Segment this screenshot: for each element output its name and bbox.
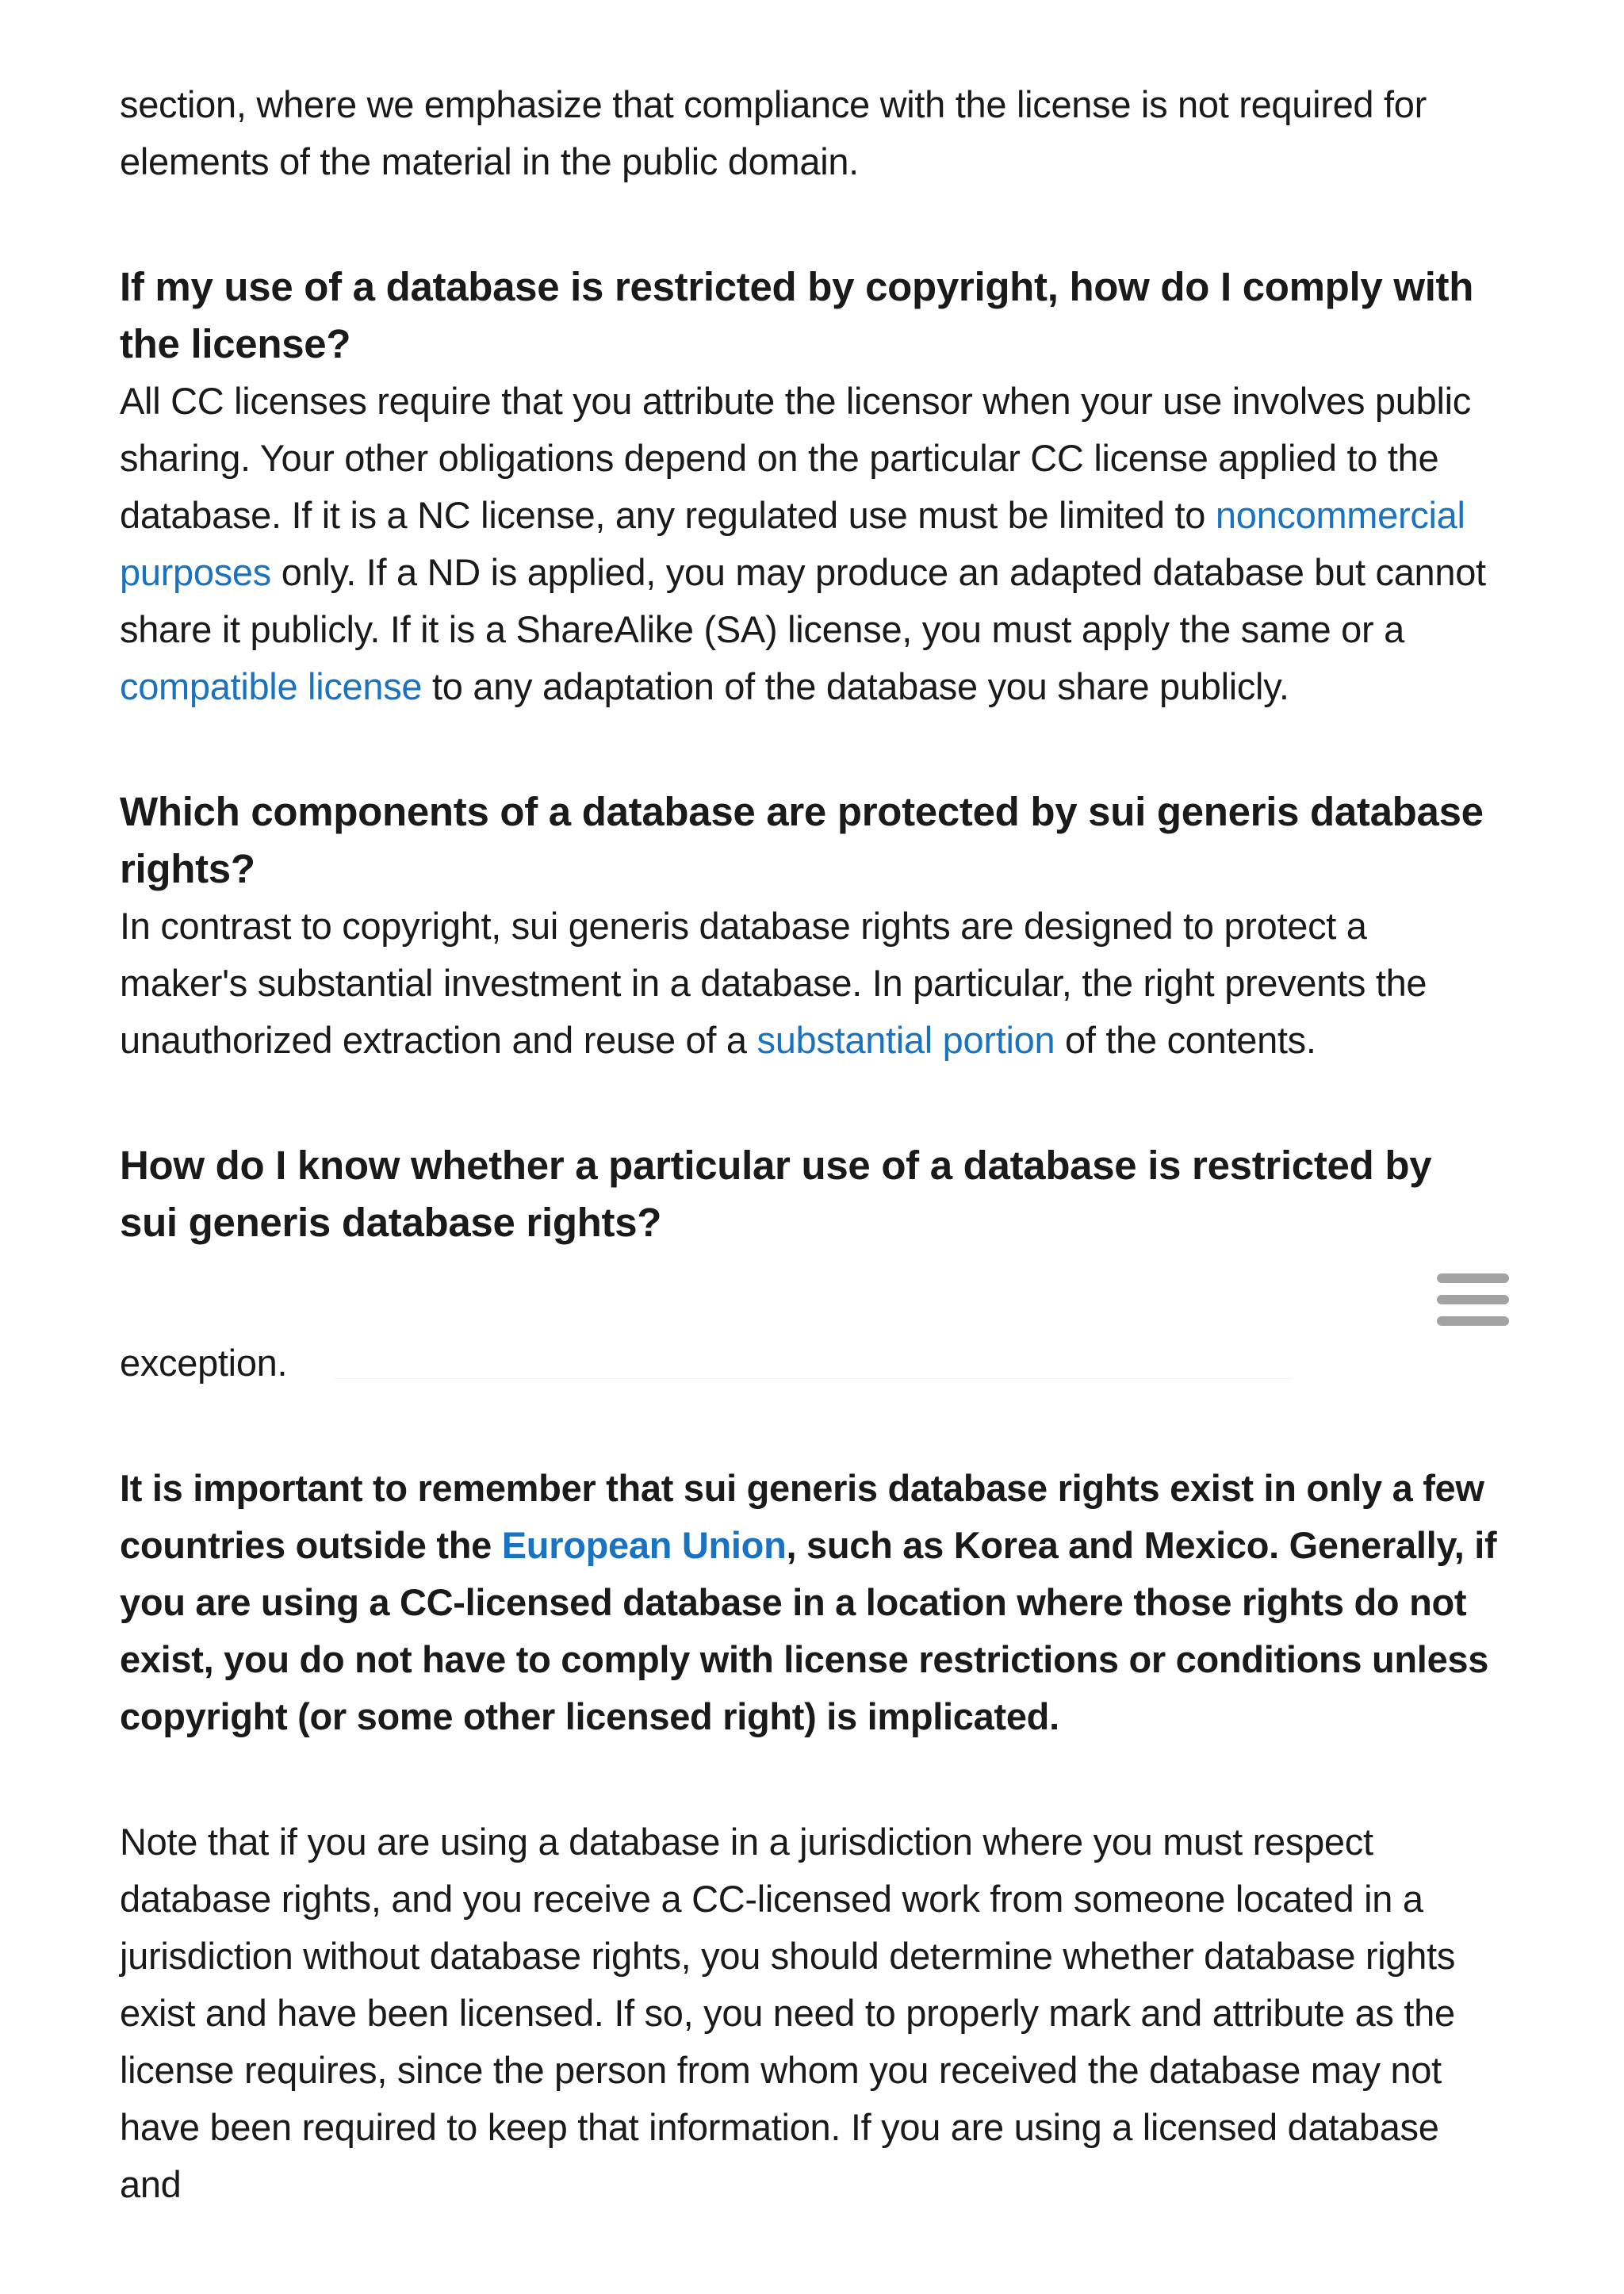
text-span: In contrast to copyright, sui generis database rights are designed to protect a maker's substantial investment in a database. In particular, the right prevents the unauthorized extraction and reuse of a: [120, 905, 1427, 1061]
hamburger-bar: [1437, 1316, 1509, 1326]
section-heading-sui-generis-components: Which components of a database are protected by sui generis database rights?: [120, 789, 1484, 891]
important-note-paragraph: [120, 1460, 1500, 1745]
intro-paragraph: section, where we emphasize that compliance with the license is not required for elements of the material in the public domain.: [120, 83, 1427, 182]
link-noncommercial-purposes[interactable]: noncommercial purposes: [120, 494, 1465, 593]
text-span: It is important to remember that sui generis database rights exist in only a few countries outside the: [120, 1467, 1484, 1566]
section-paragraph-sui-generis-components: [120, 898, 1500, 1069]
section-paragraph-copyright-compliance: [120, 373, 1500, 715]
exception-fragment: exception.: [120, 1342, 288, 1384]
hamburger-bar: [1437, 1273, 1509, 1283]
article-body: [120, 76, 1500, 2213]
text-span: of the contents.: [1055, 1019, 1316, 1061]
link-european-union[interactable]: European Union: [501, 1524, 787, 1566]
link-substantial-portion[interactable]: substantial portion: [756, 1019, 1055, 1061]
text-span: only. If a ND is applied, you may produce an adapted database but cannot share it publicly. If it is a ShareAlike (SA) license, you must apply the same or a: [120, 551, 1486, 650]
text-span: to any adaptation of the database you share publicly.: [422, 665, 1289, 707]
hamburger-menu-icon[interactable]: [1437, 1273, 1509, 1326]
section-heading-sui-generis-restriction: How do I know whether a particular use of a database is restricted by sui generis database rights?: [120, 1143, 1432, 1245]
hamburger-bar: [1437, 1295, 1509, 1304]
text-span: All CC licenses require that you attribute the licensor when your use involves public sharing. Your other obligations depend on the particular CC license applied to the database. If it is a NC license, any regulated use must be limited to: [120, 380, 1471, 536]
divider: [333, 1378, 1293, 1379]
note-paragraph: Note that if you are using a database in a jurisdiction where you must respect database rights, and you receive a CC-licensed work from someone located in a jurisdiction without database rights, you should determine whether database rights exist and have been licensed. If so, you need to properly mark and attribute as the license requires, since the person from whom you received the database may not have been required to keep that information. If you are using a licensed database and: [120, 1821, 1456, 2205]
section-heading-copyright-compliance: If my use of a database is restricted by copyright, how do I comply with the license?: [120, 264, 1474, 366]
link-compatible-license[interactable]: compatible license: [120, 665, 423, 707]
text-span: , such as Korea and Mexico. Generally, if you are using a CC-licensed database in a location where those rights do not exist, you do not have to comply with license restrictions or conditions unless copyright (or some other licensed right) is implicated.: [120, 1524, 1497, 1737]
